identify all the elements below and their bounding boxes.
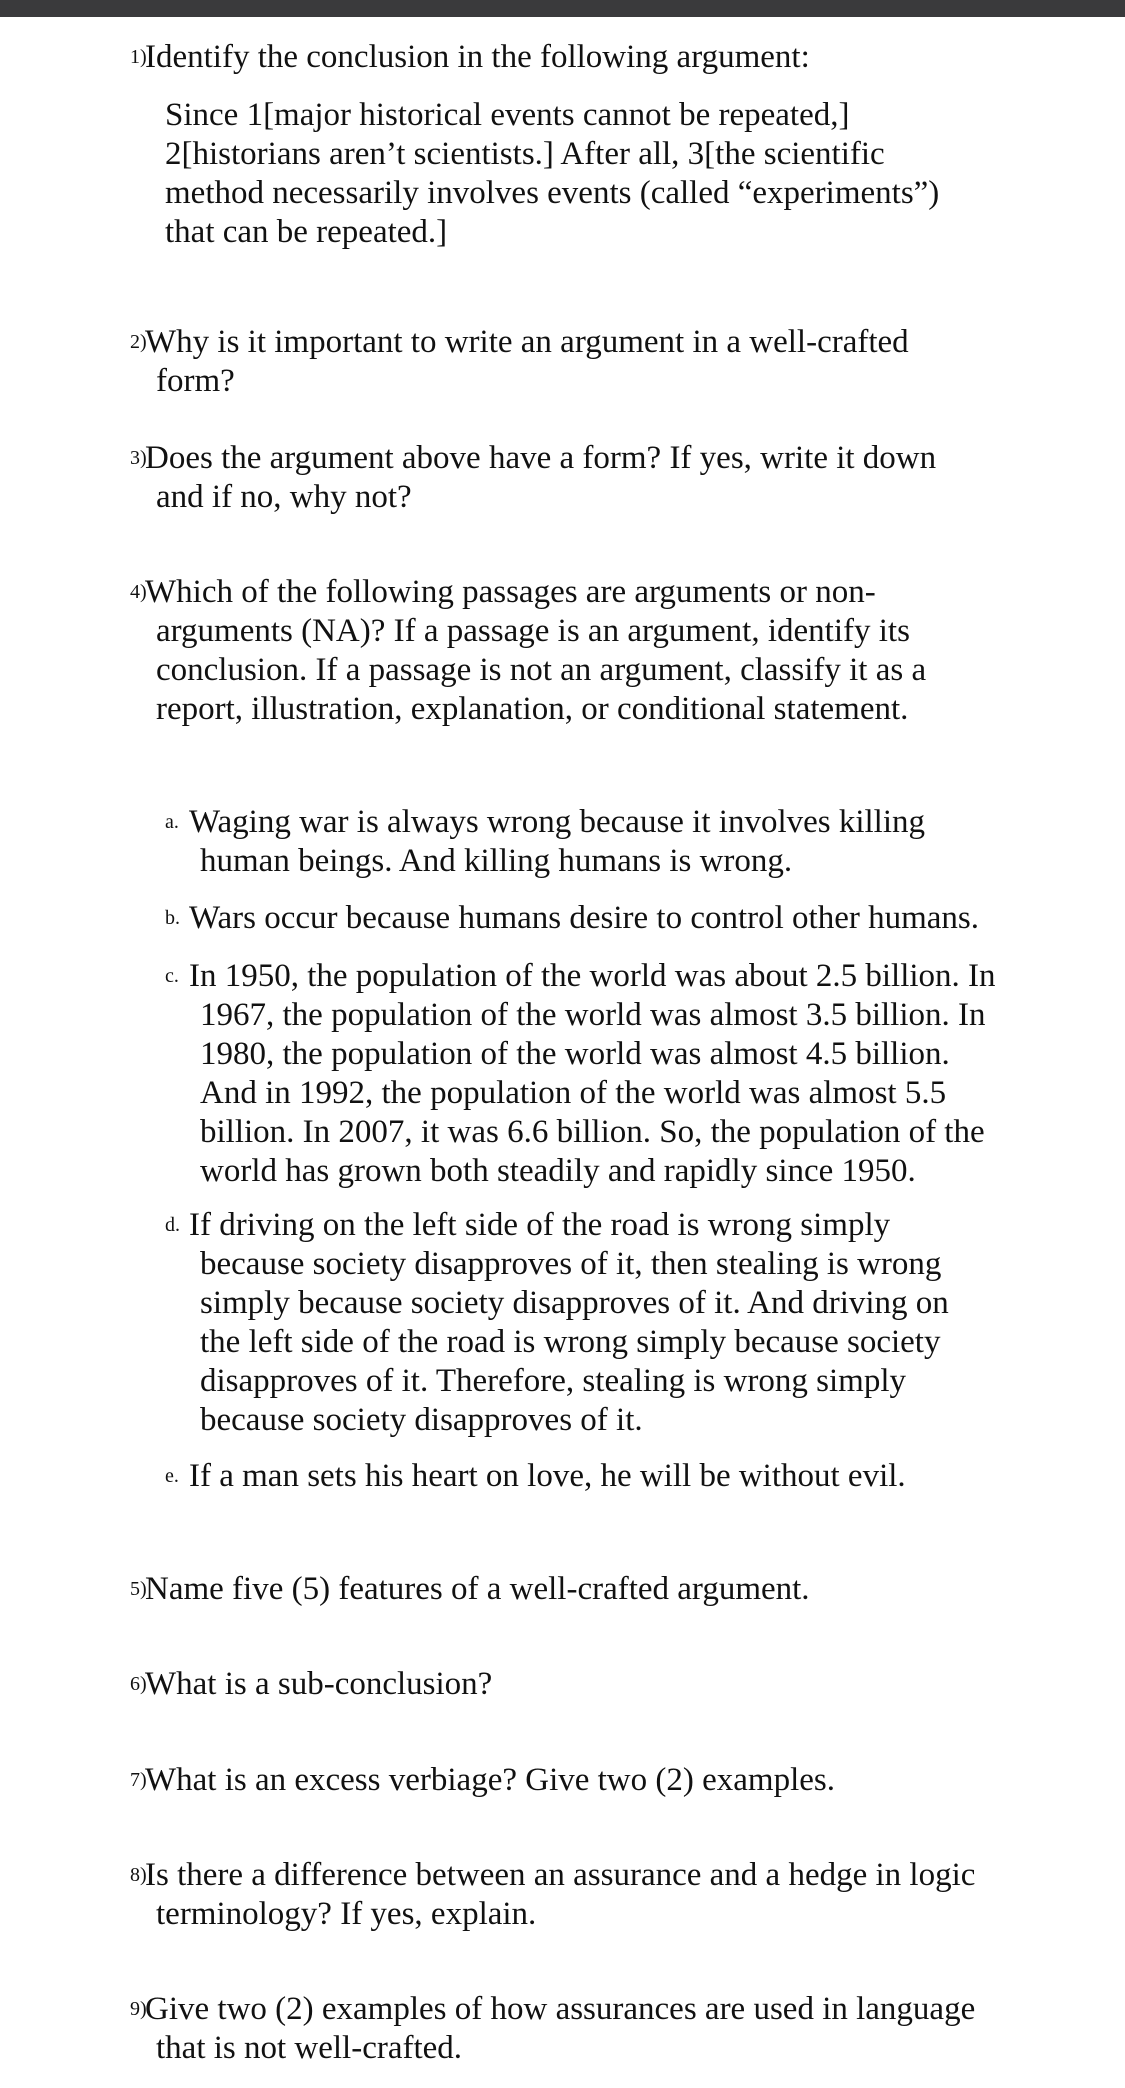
question-number: 9) <box>130 1998 147 2020</box>
question-5 <box>132 1570 1032 1609</box>
question-text: What is a sub-conclusion? <box>145 1666 493 1702</box>
question-text: Name five (5) features of a well-crafted argument. <box>145 1571 810 1607</box>
passage-c <box>165 957 1005 1191</box>
question-text: Which of the following passages are arguments or non-arguments (NA)? If a passage is an argument, identify its conclusion. If a passage is not an argument, classify it as a report, illustration, explanation, or conditional statement. <box>145 574 927 727</box>
passage-d <box>165 1206 980 1440</box>
question-number: 6) <box>130 1673 147 1695</box>
passage-b <box>165 899 1025 938</box>
passage-letter: a. <box>165 811 179 833</box>
passage-e <box>165 1457 1005 1496</box>
question-9 <box>132 1990 1012 2068</box>
question-text: Why is it important to write an argument in a well-crafted form? <box>145 324 909 399</box>
question-number: 3) <box>130 447 147 469</box>
question-text: Does the argument above have a form? If yes, write it down and if no, why not? <box>145 440 937 515</box>
question-3 <box>132 439 972 517</box>
question-6 <box>132 1665 1032 1704</box>
passage-text: In 1950, the population of the world was about 2.5 billion. In 1967, the population of the world was almost 3.5 billion. In 1980, the population of the world was almost 4.5 billion. And in 1992, the population of the world was almost 5.5 billion. In 2007, it was 6.6 billion. So, the population of the world has grown both steadily and rapidly since 1950. <box>189 958 996 1189</box>
passage-letter: c. <box>165 965 179 987</box>
question-number: 5) <box>130 1578 147 1600</box>
passage-text: If driving on the left side of the road is wrong simply because society disapproves of it, then stealing is wrong simply because society disapproves of it. And driving on the left side of the road is wrong simply because society disapproves of it. Therefore, stealing is wrong simply because society disapproves of it. <box>189 1207 949 1438</box>
passage-letter: d. <box>165 1214 180 1236</box>
question-1 <box>132 38 1032 77</box>
question-number: 8) <box>130 1864 147 1886</box>
passage-text: Waging war is always wrong because it involves killing human beings. And killing humans is wrong. <box>189 804 926 879</box>
question-number: 7) <box>130 1769 147 1791</box>
question-number: 1) <box>130 46 147 68</box>
passage-a <box>165 803 945 881</box>
question-8 <box>132 1856 1012 1934</box>
top-bar <box>0 0 1125 17</box>
question-7 <box>132 1761 1032 1800</box>
question-text: Is there a difference between an assurance and a hedge in logic terminology? If yes, explain. <box>145 1857 976 1932</box>
question-4 <box>132 573 967 729</box>
question-text: Identify the conclusion in the following argument: <box>145 39 810 75</box>
question-text: Give two (2) examples of how assurances are used in language that is not well-crafted. <box>145 1991 976 2066</box>
question-text: What is an excess verbiage? Give two (2) examples. <box>145 1762 835 1798</box>
passage-letter: b. <box>165 907 180 929</box>
question-number: 2) <box>130 331 147 353</box>
passage-text: Wars occur because humans desire to control other humans. <box>189 900 980 936</box>
question-2 <box>132 323 932 401</box>
passage-letter: e. <box>165 1465 179 1487</box>
question-number: 4) <box>130 581 147 603</box>
argument-passage: Since 1[major historical events cannot be repeated,] 2[historians aren’t scientists.] After all, 3[the scientific method necessarily involves events (called “experiments”) that can be repeated.] <box>165 97 940 250</box>
passage-text: If a man sets his heart on love, he will be without evil. <box>189 1458 906 1494</box>
